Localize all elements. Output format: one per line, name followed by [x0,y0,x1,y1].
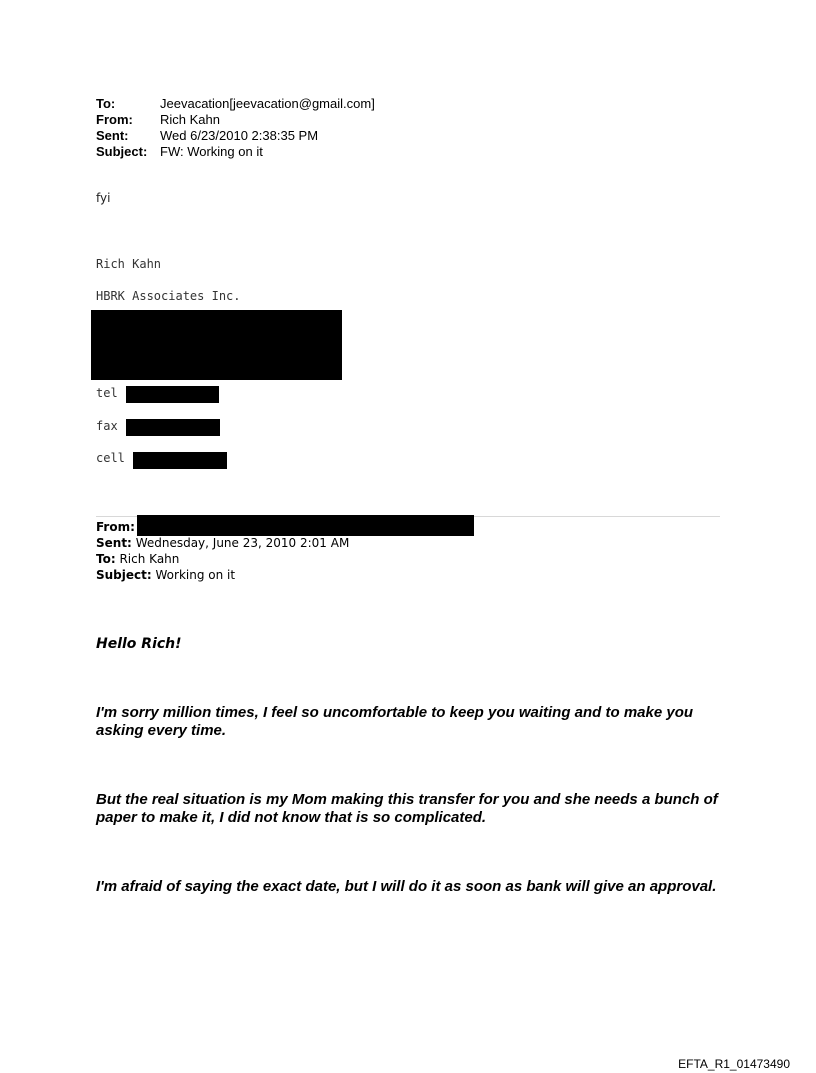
header-from-label: From: [96,112,133,127]
header-subject-row [96,144,375,160]
orig-subject-label: Subject: [96,568,152,582]
header-sent-row [96,128,375,144]
redaction-address-block [91,310,342,380]
header-subject-value: FW: Working on it [160,144,263,159]
message-paragraph-2: But the real situation is my Mom making this transfer for you and she needs a bunch of paper to make it, I did not know that is so complicated. [96,791,718,826]
header-sent-label: Sent: [96,128,129,143]
orig-subject-value: Working on it [155,568,236,582]
orig-from-label: From: [96,520,135,534]
redaction-sender [137,515,474,536]
header-subject-label: Subject: [96,144,148,159]
orig-sent-label: Sent: [96,536,132,550]
signature-tel-label: tel [96,386,118,400]
redaction-tel [126,386,219,403]
redaction-fax [126,419,220,436]
message-paragraph-3: I'm afraid of saying the exact date, but I will do it as soon as bank will give an approval. [96,878,717,895]
orig-subject-row [96,567,349,583]
signature-company: HBRK Associates Inc. [96,289,241,303]
header-to-label: To: [96,96,116,111]
message-greeting: Hello Rich! [96,636,182,652]
document-id-footer: EFTA_R1_01473490 [678,1057,790,1071]
body-note: fyi [96,191,111,205]
redaction-cell [133,452,227,469]
orig-to-label: To: [96,552,116,566]
message-paragraph-1: I'm sorry million times, I feel so uncomfortable to keep you waiting and to make you asking every time. [96,704,694,739]
orig-to-row [96,551,349,567]
orig-sent-row [96,535,349,551]
orig-to-value: Rich Kahn [119,552,180,566]
header-sent-value: Wed 6/23/2010 2:38:35 PM [160,128,319,143]
header-to-row [96,96,375,112]
header-from-value: Rich Kahn [160,112,220,127]
email-header [96,96,375,160]
signature-fax-label: fax [96,419,118,433]
signature-name: Rich Kahn [96,257,162,271]
signature-cell-label: cell [96,451,125,465]
header-from-row [96,112,375,128]
header-to-value: Jeevacation[jeevacation@gmail.com] [160,96,375,111]
orig-sent-value: Wednesday, June 23, 2010 2:01 AM [135,536,350,550]
